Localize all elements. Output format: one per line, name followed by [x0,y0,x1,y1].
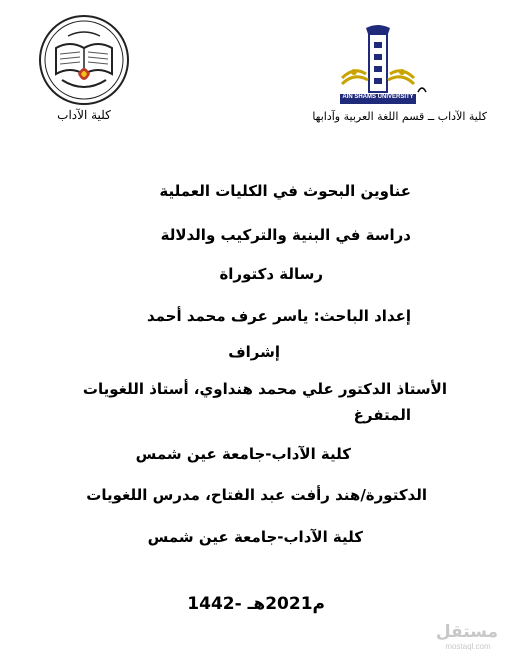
title-line-2: دراسة في البنية والتركيب والدلالة [160,226,411,244]
watermark-arabic: مستقل [435,622,498,642]
supervision-label: إشراف [228,343,280,361]
university-logo-text: AIN SHAMS UNIVERSITY [342,94,414,100]
department-line: كلية الآداب ــ قسم اللغة العربية وآدابها [312,110,487,123]
supervisor-2-line: الدكتورة/هند رأفت عبد الفتاح، مدرس اللغويات [86,486,427,504]
supervisor-1-affiliation: كلية الآداب-جامعة عين شمس [135,445,351,463]
watermark-latin: mostaql.com [445,642,491,651]
author-line: إعداد الباحث: ياسر عرف محمد أحمد [146,307,411,325]
date-line: م2021هـ -1442 [187,594,325,614]
supervisor-2-affiliation: كلية الآداب-جامعة عين شمس [147,528,363,546]
faculty-logo [38,14,130,106]
supervisor-1-line-1: الأستاذ الدكتور علي محمد هنداوي، أستاذ اللغويات [82,380,447,398]
degree-title: رسالة دكتوراة [219,265,323,283]
supervisor-1-line-2: المتفرغ [353,406,411,424]
title-line-1: عناوين البحوث في الكليات العملية [159,182,411,200]
faculty-logo-caption: كلية الآداب [57,108,111,122]
open-book-emblem-icon [38,14,130,106]
watermark-logo [435,622,498,651]
